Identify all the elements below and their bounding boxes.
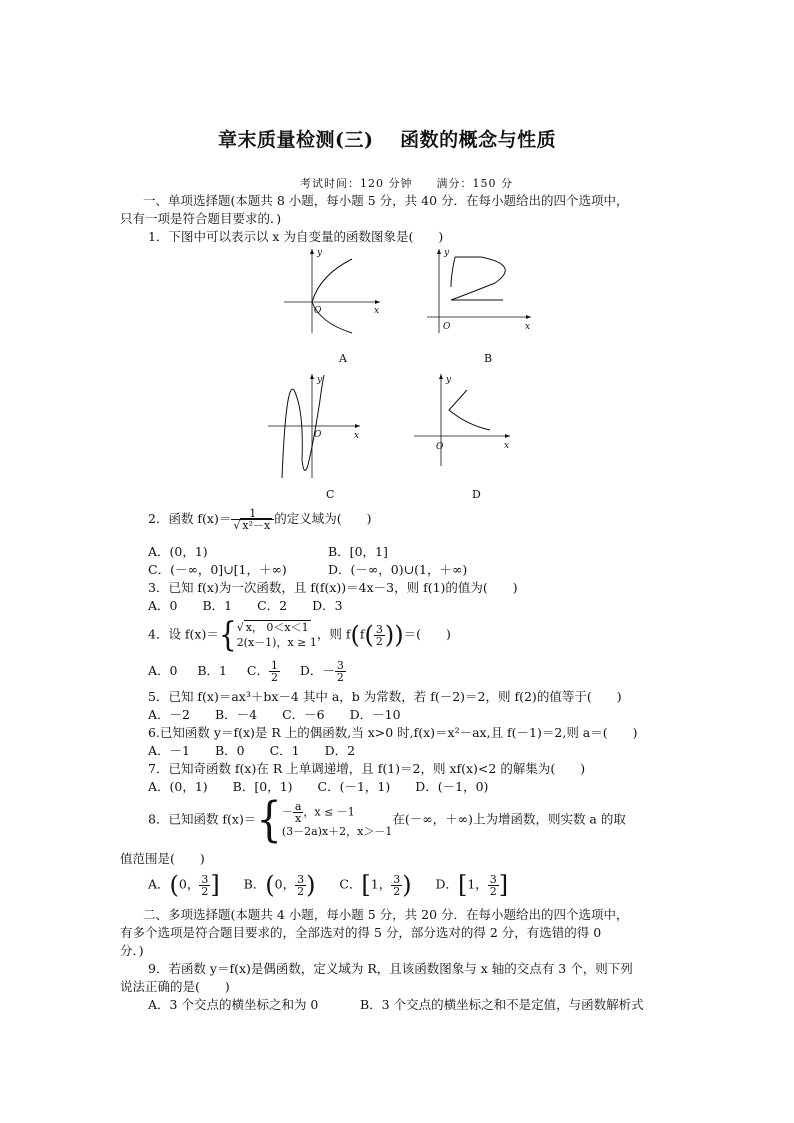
q4-f-inner: f [359, 626, 365, 642]
q4-fraction: $\frac{3}{2}$ [375, 622, 383, 648]
q9-line2: 说法正确的是( ) [120, 979, 230, 994]
graph-d [412, 370, 518, 480]
q4-stem [148, 614, 451, 655]
graph-d-label: D [472, 488, 481, 501]
q8-option-d: D． [435, 876, 458, 892]
q2-option-d: D．(－∞，0)∪(1，＋∞) [328, 562, 468, 577]
q4-option-d: D．－ [299, 663, 335, 678]
q6-stem: 6.已知函数 y＝f(x)是 R 上的偶函数,当 x>0 时,f(x)＝x²－ax,且 f(－1)＝2,则 a＝( ) [148, 725, 638, 740]
section1-heading: 一、单项选择题(本题共 8 小题，每小题 5 分，共 40 分．在每小题给出的四个选项中， [143, 193, 629, 208]
section2-heading: 二、多项选择题(本题共 4 小题，每小题 5 分，共 20 分．在每小题给出的四个选项中， [143, 907, 629, 922]
graph-d-x-label: x [504, 441, 510, 451]
q2-fraction [231, 508, 274, 531]
q8-option-a: A． [148, 876, 170, 892]
q2-option-b: B．[0，1] [328, 544, 388, 559]
q2-prefix: 2．函数 f(x)＝ [148, 511, 232, 526]
q9-option-a: A．3 个交点的横坐标之和为 0 [148, 997, 319, 1012]
section2-heading-line3: 分．) [120, 943, 144, 958]
q4-mid: ，则 f [316, 626, 351, 642]
graph-c-origin: O [314, 430, 322, 440]
q4-bracket-close: ) [394, 621, 404, 649]
q9-stem: 9．若函数 y＝f(x)是偶函数，定义域为 R，且该函数图象与 x 轴的交点有 3 个，则下列 [148, 961, 633, 976]
q8-options: A．(0， $\frac{3}{2}$ ] B．(0， $\frac{3}{2}$ ) C．[1， $\frac{3}{2}$ ) D．[1， $\frac{3}{2}$ ] [148, 871, 509, 899]
q8-brace: { [256, 792, 282, 848]
graph-d-origin: O [436, 442, 444, 452]
q7-stem: 7．已知奇函数 f(x)在 R 上单调递增，且 f(1)＝2，则 xf(x)<2 的解集为( ) [148, 761, 586, 776]
q4-prefix: 4．设 f(x)＝ [148, 626, 219, 642]
q4-option-a: A．0 [148, 663, 178, 678]
q4-suffix: ＝( ) [403, 626, 451, 642]
page-title: 章末质量检测(三) 函数的概念与性质 [218, 129, 557, 151]
graph-c-label: C [326, 488, 335, 501]
graph-b-label: B [484, 352, 493, 365]
exam-info: 考试时间：120 分钟 满分：150 分 [300, 177, 513, 190]
q9-option-b: B．3 个交点的横坐标之和不是定值，与函数解析式 [360, 997, 644, 1012]
q5-options: A．－2 B．－4 C．－6 D．－10 [148, 707, 401, 722]
q4-options [148, 660, 346, 683]
graph-b-origin: O [443, 322, 451, 332]
q2-option-a: A．(0，1) [148, 544, 208, 559]
graph-a [280, 245, 390, 335]
q3-stem: 3．已知 f(x)为一次函数，且 f(f(x))＝4x－3，则 f(1)的值为( ) [148, 580, 518, 595]
q2-option-c: C．(－∞，0]∪[1，＋∞) [148, 562, 287, 577]
q4-option-c: C． [246, 663, 269, 678]
graph-c-x-label: x [354, 431, 360, 441]
graph-b-x-label: x [525, 322, 531, 332]
q8-piece2: (3－2a)x＋2，x＞－1 [281, 825, 393, 838]
q8-option-b: B． [243, 876, 266, 892]
q8-option-c: C． [339, 876, 362, 892]
q5-stem: 5．已知 f(x)＝ax³＋bx－4 其中 a，b 为常数，若 f(－2)＝2，则 f(2)的值等于( ) [148, 689, 622, 704]
graph-b-y-label: y [444, 248, 450, 258]
q8-suffix: 在(－∞，＋∞)上为增函数，则实数 a 的取 [392, 811, 626, 827]
section1-heading-line2: 只有一项是符合题目要求的．) [120, 211, 282, 226]
q8-pieces [282, 801, 393, 839]
q4-piece1: √ x， 0＜x＜1 [236, 621, 309, 634]
q8-line2: 值范围是( ) [120, 851, 205, 866]
graph-c-y-label: y [317, 375, 323, 385]
q3-options: A．0 B．1 C．2 D．3 [148, 598, 343, 613]
q4-option-b: B．1 [197, 663, 227, 678]
graph-a-label: A [339, 352, 347, 365]
q4-option-c-frac: $\frac{1}{2}$ [270, 659, 278, 684]
q4-piece2: 2(x－1)，x ≥ 1 [236, 636, 317, 649]
q2-stem [148, 508, 371, 531]
q2-suffix: 的定义域为( ) [274, 511, 372, 526]
section2-heading-line2: 有多个选项是符合题目要求的，全部选对的得 5 分，部分选对的得 2 分，有选错的得 0 [120, 925, 602, 940]
q2-frac-den: √ x²－x [233, 519, 271, 532]
q8-piece1: － $\frac{a}{x}$ ，x ≤ －1 [281, 800, 355, 825]
q4-bracket-inner-close: ) [384, 621, 395, 649]
q2-frac-num: 1 [231, 508, 274, 520]
q8-stem [148, 792, 626, 848]
q4-pieces [237, 620, 317, 650]
q4-option-d-frac: $\frac{3}{2}$ [336, 659, 344, 684]
graph-a-origin: O [314, 306, 322, 316]
q6-options: A．－1 B．0 C．1 D．2 [148, 743, 356, 758]
q4-brace: { [218, 614, 237, 655]
graph-c [266, 370, 366, 480]
q8-prefix: 8．已知函数 f(x)＝ [148, 811, 257, 827]
q7-options: A．(0，1) B．[0，1) C．(－1，1) D．(－1，0) [148, 779, 489, 794]
graph-b [425, 245, 535, 335]
q1-stem: 1．下图中可以表示以 x 为自变量的函数图象是( ) [148, 229, 444, 244]
q4-bracket-inner-open: ( [364, 621, 374, 649]
graph-a-x-label: x [374, 306, 380, 316]
graph-d-y-label: y [446, 375, 452, 385]
q4-bracket-open: ( [350, 621, 360, 649]
graph-a-y-label: y [317, 248, 323, 258]
